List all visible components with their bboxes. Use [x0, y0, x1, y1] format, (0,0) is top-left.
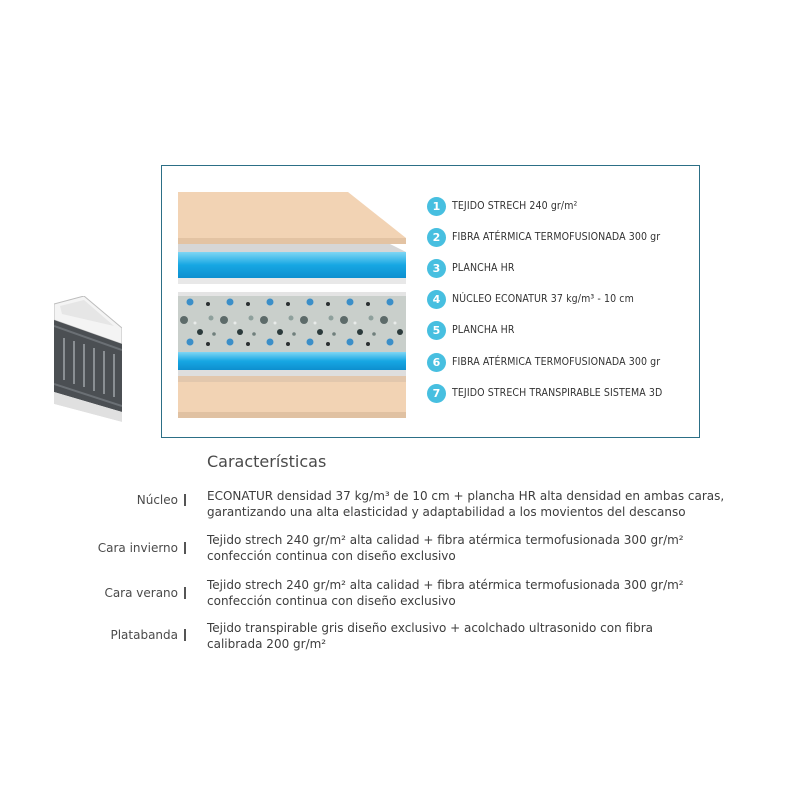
characteristic-label: Cara invierno	[97, 541, 178, 555]
text-line: calibrada 200 gr/m²	[207, 637, 327, 651]
legend-item-3	[427, 257, 515, 279]
characteristic-text	[207, 620, 727, 652]
characteristic-text	[207, 532, 727, 564]
text-line: Tejido strech 240 gr/m² alta calidad + fibra atérmica termofusionada 300 gr/m²	[207, 578, 684, 592]
number-badge: 2	[427, 228, 446, 247]
separator	[184, 587, 186, 599]
number-badge: 4	[427, 290, 446, 309]
legend-label: FIBRA ATÉRMICA TERMOFUSIONADA 300 gr	[452, 356, 661, 368]
text-line: Tejido transpirable gris diseño exclusivo + acolchado ultrasonido con fibra	[207, 621, 653, 635]
legend-item-6	[427, 351, 660, 373]
layer-top-fabric	[178, 192, 406, 244]
legend-label: PLANCHA HR	[452, 324, 515, 336]
legend-label: TEJIDO STRECH TRANSPIRABLE SISTEMA 3D	[452, 387, 663, 399]
legend-item-2	[427, 226, 660, 248]
characteristic-text	[207, 577, 727, 609]
number-badge: 5	[427, 321, 446, 340]
layer-foam-core	[178, 292, 406, 352]
layer-hr-top	[178, 252, 406, 284]
layer-fiber-bottom	[178, 376, 406, 382]
text-line: garantizando una alta elasticidad y adaptabilidad a los movientos del descanso	[207, 505, 686, 519]
legend-item-1	[427, 195, 577, 217]
layer-fiber-top	[178, 244, 406, 252]
mattress-layers-illustration	[178, 192, 408, 418]
layer-bottom-fabric	[178, 382, 406, 418]
characteristics-title: Características	[207, 452, 327, 471]
legend-label: FIBRA ATÉRMICA TERMOFUSIONADA 300 gr	[452, 231, 661, 243]
legend-label: PLANCHA HR	[452, 262, 515, 274]
layer-hr-bottom	[178, 352, 406, 376]
text-line: Tejido strech 240 gr/m² alta calidad + fibra atérmica termofusionada 300 gr/m²	[207, 533, 684, 547]
characteristic-text	[207, 488, 727, 520]
separator	[184, 542, 186, 554]
separator	[184, 494, 186, 506]
legend-label: NÚCLEO ECONATUR 37 kg/m³ - 10 cm	[452, 293, 634, 305]
legend-item-5	[427, 319, 515, 341]
legend-item-4	[427, 288, 634, 310]
number-badge: 1	[427, 197, 446, 216]
text-line: ECONATUR densidad 37 kg/m³ de 10 cm + plancha HR alta densidad en ambas caras,	[207, 489, 725, 503]
text-line: confección continua con diseño exclusivo	[207, 594, 456, 608]
characteristic-label: Platabanda	[110, 628, 178, 642]
legend-label: TEJIDO STRECH 240 gr/m²	[452, 200, 578, 212]
text-line: confección continua con diseño exclusivo	[207, 549, 456, 563]
characteristic-label: Núcleo	[136, 493, 178, 507]
legend-item-7	[427, 382, 662, 404]
number-badge: 6	[427, 353, 446, 372]
number-badge: 7	[427, 384, 446, 403]
mattress-photo	[54, 296, 122, 444]
characteristic-label: Cara verano	[104, 586, 178, 600]
separator	[184, 629, 186, 641]
number-badge: 3	[427, 259, 446, 278]
